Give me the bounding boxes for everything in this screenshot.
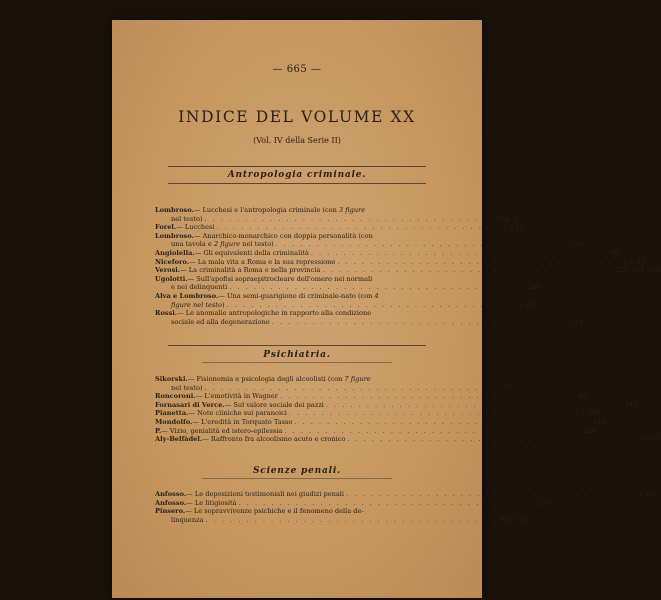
- leader-dots: . . . . . . . . . . . . . . . . . . . . . . . . . . . . . . . . . . . .: [347, 435, 639, 444]
- entry-page: » 30: [603, 248, 619, 257]
- leader-dots: . . . . . . . . . . . . . . . . . . . . . . . . . . . . . . . . . . . .: [279, 392, 571, 401]
- entry-author: Roncoroni.: [155, 392, 196, 401]
- entry-title-cont: una tavola e 2 figure nel testo): [171, 240, 274, 249]
- entry-author: Fornasari di Verce.: [155, 400, 225, 409]
- entry-title-italic: figure nel testo: [171, 300, 222, 309]
- entry-title: — Lucchesi e l'antropologia criminale (con 3 figure: [193, 206, 366, 214]
- entry-title: — Le litigiosità: [186, 498, 237, 507]
- section-heading-antropologia: Antropologia criminale.: [227, 170, 367, 180]
- index-entry: [155, 400, 638, 410]
- entry-author: Lombroso.: [155, 206, 194, 214]
- entry-author: Angiolella.: [155, 248, 195, 257]
- entry-title-italic: 2 figure: [213, 240, 241, 249]
- entry-title-cont: ): [221, 300, 225, 309]
- entry-title-cont: nel testo): [240, 240, 274, 249]
- entry-title: — Note cliniche sui paranoici: [188, 409, 287, 418]
- entry-title: — L'emotività in Wagner: [195, 392, 278, 401]
- entry-page: » 528: [577, 426, 596, 435]
- entry-title-italic: 4: [374, 291, 379, 300]
- entry-title-cont: nel testo): [171, 383, 203, 392]
- page-title: INDICE DEL VOLUME XX: [178, 108, 416, 126]
- entry-title: — Le anomalie antropologiche in rapporto alla condizione: [177, 309, 372, 318]
- entry-author: Verosi.: [155, 266, 181, 275]
- entry-title: — Fisionomia e psicologia degli alcoolisti (con 7 figure: [187, 375, 371, 383]
- entry-page: » 63: [630, 257, 645, 266]
- entry-title: — Raffronto fra alcoolismo acuto e cronico: [202, 435, 346, 444]
- entry-page: » 280: [581, 409, 601, 418]
- entry-title: — Sull'apofisi sopraepitrocleare dell'omero nei normali: [187, 274, 373, 283]
- entry-page: » 75: [497, 383, 512, 392]
- index-entry: [155, 223, 524, 232]
- entry-author: Pinsero.: [155, 507, 186, 516]
- leader-dots: . . . . . . . . . . . . . . . . . . . . . . . . . . . . . . . . . . . .: [294, 417, 586, 426]
- leader-dots: . . . . . . . . . . . . . . . . . . . . . . . . . . . . . . . . . . . .: [238, 498, 530, 507]
- entry-page: » 135: [638, 490, 658, 498]
- entry-page: Pag. 1: [497, 214, 518, 223]
- entry-title: — Lucchesi: [176, 223, 215, 232]
- entry-author: Mondolfo.: [155, 417, 193, 426]
- leader-dots: . . . . . . . . . . . . . . . . . . . . . . . . . . . . . . . . . . . .: [325, 400, 617, 409]
- index-entry: [155, 274, 541, 292]
- index-entry: [155, 248, 619, 258]
- entry-author: Anfosso.: [155, 490, 187, 498]
- index-entry: [155, 435, 659, 444]
- divider: [168, 183, 426, 184]
- entry-page: » 240: [522, 283, 541, 292]
- entry-page: » 273: [519, 300, 539, 309]
- entry-title: — Una semi-guarigione di criminale-nato (con 4: [218, 291, 379, 300]
- leader-dots: . . . . . . . . . . . . . . . . . . . . . . . . . . . . . . . . . . . .: [226, 300, 518, 309]
- entry-title-cont: nel testo): [171, 214, 203, 223]
- entry-title: — L'eredità in Torquato Tasso: [192, 417, 293, 426]
- entry-title: — Le sopravvivenze psichiche e il fenomeno della de-: [185, 507, 364, 516]
- entry-title: — La criminalità a Roma e nella provincia: [180, 266, 321, 275]
- entry-author: Sikorski.: [155, 375, 188, 383]
- entry-page: 392, 539: [498, 515, 528, 524]
- leader-dots: . . . . . . . . . . . . . . . . . . . . . . . . . . . . . . . . . . . .: [346, 490, 637, 498]
- index-entry: [155, 417, 606, 427]
- entry-title-cont: sociale ed alla degenerazione: [171, 317, 270, 326]
- page-number: — 665 —: [272, 64, 322, 75]
- index-entry: [155, 409, 601, 418]
- entry-page: » 543: [640, 435, 659, 444]
- entry-page: » 273: [531, 498, 551, 507]
- entry-author: Niceforo.: [155, 257, 190, 266]
- index-entry: [155, 206, 518, 223]
- entry-author: P.: [155, 426, 162, 435]
- entry-author: Rossi.: [155, 309, 178, 318]
- entry-title: — Vizio, genialità ed istero-epilessia: [161, 426, 283, 435]
- entry-page: » 92: [572, 392, 588, 401]
- leader-dots: . . . . . . . . . . . . . . . . . . . . . . . . . . . . . . . . . . . .: [288, 409, 580, 418]
- leader-dots: . . . . . . . . . . . . . . . . . . . . . . . . . . . . . . . . . . . .: [337, 257, 629, 266]
- entry-author: Ugolotti.: [155, 274, 188, 283]
- index-entry: [155, 309, 584, 326]
- entry-title-cont: [171, 301, 225, 310]
- entry-title: — Anarchico-monarchico con doppia personalità (con: [193, 231, 373, 240]
- entry-page: » 26: [568, 240, 584, 249]
- divider: [168, 166, 426, 167]
- entry-page: » 11: [509, 223, 524, 232]
- entry-page: » 243: [618, 400, 638, 409]
- leader-dots: . . . . . . . . . . . . . . . . . . . . . . . . . . . . . . . . . . . .: [204, 383, 496, 392]
- entry-page: » 518: [587, 417, 606, 426]
- index-entry: [155, 426, 596, 436]
- section-heading-scienze-penali: Scienze penali.: [252, 466, 341, 476]
- entry-title: — Gli equivalenti della criminalità: [194, 248, 309, 257]
- page-subtitle: (Vol. IV della Serie II): [253, 136, 341, 145]
- entry-author: Forel.: [155, 223, 177, 232]
- entry-title: — Sul valore sociale dei pazzi: [224, 400, 324, 409]
- section-entries-antropologia: [155, 185, 661, 326]
- index-entry: [155, 231, 584, 249]
- entry-title-italic: 7 figure: [344, 375, 371, 383]
- leader-dots: . . . . . . . . . . . . . . . . . . . . . . . . . . . . . . . . . . . .: [275, 240, 567, 249]
- entry-title: — Le deposizioni testimoniali nei giudizi penali: [186, 490, 345, 498]
- book-page: [112, 20, 661, 598]
- entry-author: Anfosso.: [155, 498, 187, 507]
- leader-dots: . . . . . . . . . . . . . . . . . . . . . . . . . . . . . . . . . . . .: [271, 317, 563, 326]
- entry-page: 225, 341, 485: [615, 266, 661, 275]
- index-entry: [155, 507, 528, 524]
- leader-dots: . . . . . . . . . . . . . . . . . . . . . . . . . . . . . . . . . . . .: [229, 283, 521, 292]
- leader-dots: . . . . . . . . . . . . . . . . . . . . . . . . . . . . . . . . . . . .: [204, 214, 496, 223]
- index-entry: [155, 498, 551, 508]
- entry-title-italic: 3 figure: [338, 206, 366, 214]
- entry-author: Lombroso.: [155, 231, 194, 240]
- entry-page: » 514: [564, 317, 584, 326]
- divider: [168, 345, 426, 346]
- section-heading-psichiatria: Psichiatria.: [263, 350, 331, 360]
- index-entry: [155, 392, 588, 401]
- entry-author: Pianetta.: [155, 409, 189, 418]
- entry-title: — La mala vita a Roma e la sua repressione: [189, 257, 336, 266]
- leader-dots: . . . . . . . . . . . . . . . . . . . . . . . . . . . . . . . . . . . .: [205, 515, 497, 524]
- leader-dots: . . . . . . . . . . . . . . . . . . . . . . . . . . . . . . . . . . . .: [310, 248, 602, 257]
- leader-dots: . . . . . . . . . . . . . . . . . . . . . . . . . . . . . . . . . . . .: [284, 426, 576, 435]
- index-entry: [155, 257, 645, 267]
- leader-dots: . . . . . . . . . . . . . . . . . . . . . . . . . . . . . . . . . . . .: [322, 266, 614, 275]
- index-entry: [155, 375, 512, 392]
- entry-title-cont: linquenza: [171, 515, 204, 524]
- entry-title-cont: e nei delinquenti: [171, 283, 228, 292]
- index-entry: [155, 490, 658, 499]
- index-entry: [155, 291, 539, 309]
- section-entries-scienze-penali: [155, 466, 658, 524]
- index-entry: [155, 266, 661, 275]
- entry-author: Aly-Belfàdel.: [155, 435, 203, 444]
- section-entries-psichiatria: [155, 351, 659, 444]
- entry-author: Alva e Lombroso.: [155, 291, 219, 300]
- leader-dots: . . . . . . . . . . . . . . . . . . . . . . . . . . . . . . . . . . . .: [216, 223, 508, 232]
